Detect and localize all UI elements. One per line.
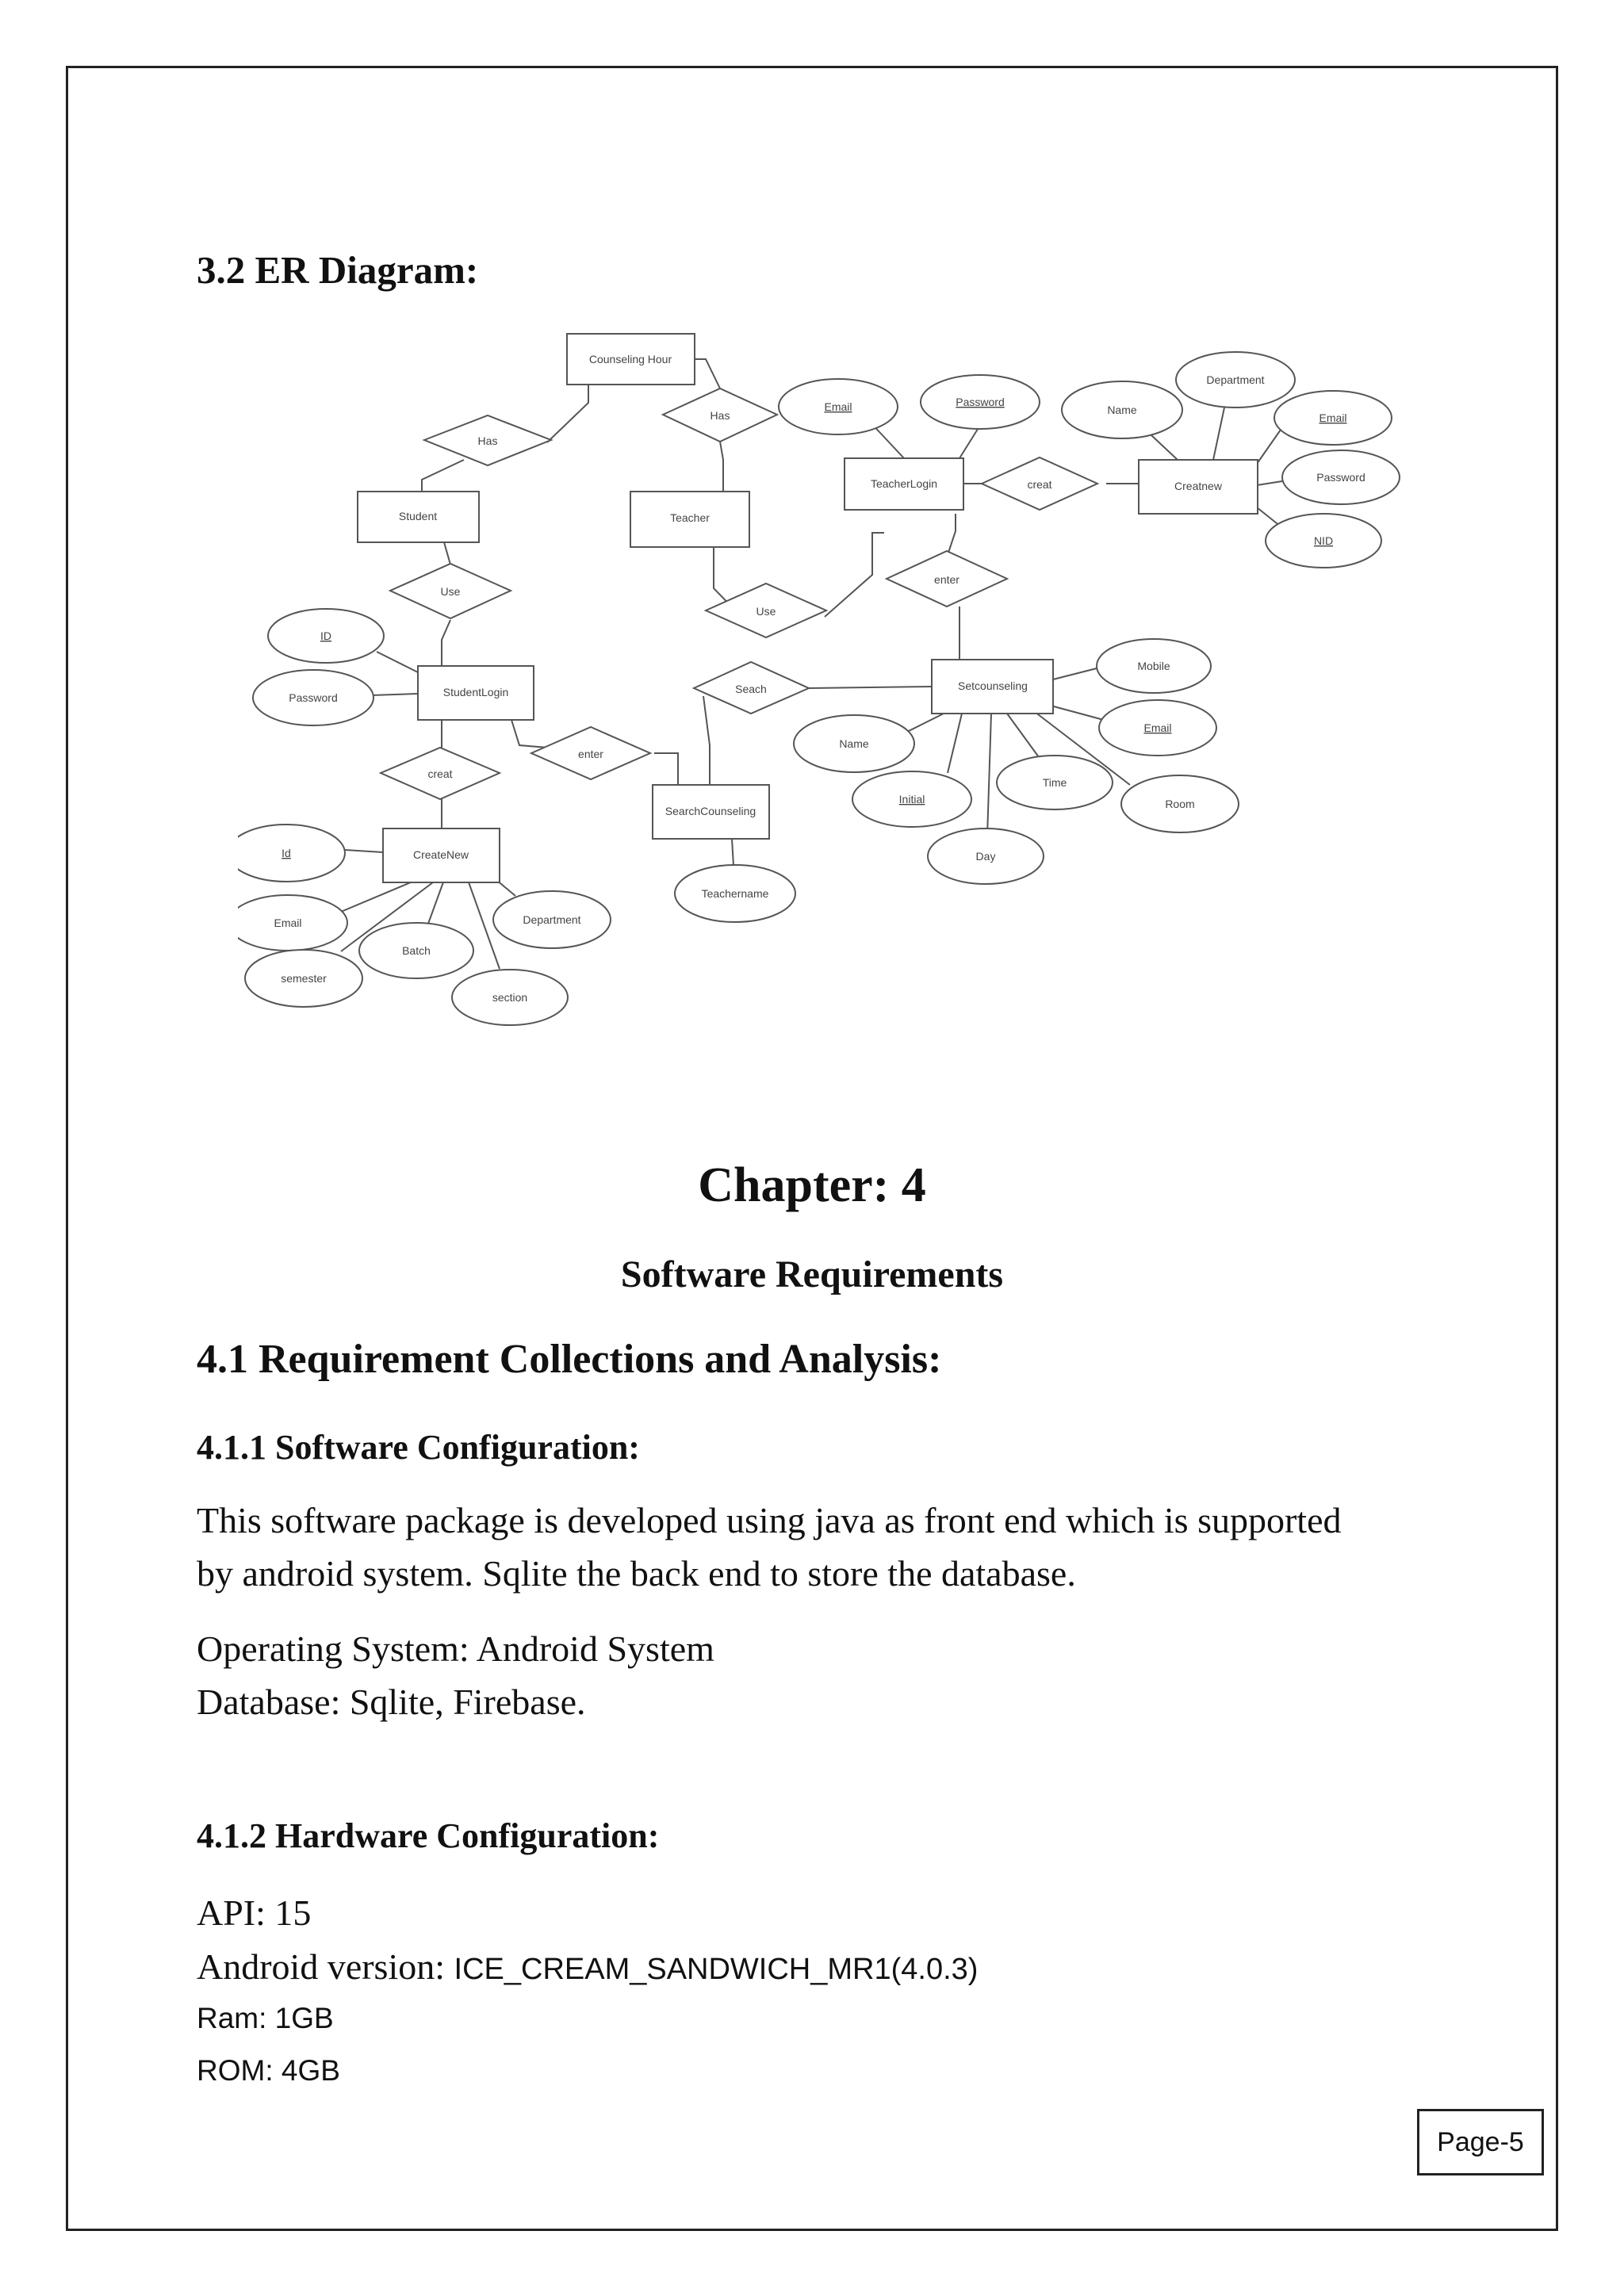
attribute-setcounseling-time xyxy=(997,756,1113,809)
software-config-list xyxy=(197,1622,714,1728)
svg-text:Mobile: Mobile xyxy=(1137,660,1170,672)
attribute-setcounseling-initial xyxy=(852,771,971,827)
attribute-creatnew-password xyxy=(1282,450,1400,504)
attribute-studentlogin-password xyxy=(253,670,373,725)
relationship-creat-student xyxy=(381,748,500,799)
svg-text:Name: Name xyxy=(1107,404,1137,416)
svg-text:Day: Day xyxy=(975,850,996,863)
svg-text:Room: Room xyxy=(1165,798,1195,810)
svg-text:Password: Password xyxy=(289,691,338,704)
svg-text:Teachername: Teachername xyxy=(701,887,769,900)
entity-createnew xyxy=(383,828,500,882)
attribute-createnew-section xyxy=(452,970,568,1025)
svg-text:Email: Email xyxy=(274,916,302,929)
attribute-createnew-id xyxy=(238,825,345,882)
svg-text:Password: Password xyxy=(956,396,1005,408)
relationship-seach xyxy=(694,662,809,714)
relationship-has-teacher xyxy=(663,388,777,442)
er-diagram xyxy=(238,317,1411,1031)
attribute-creatnew-name xyxy=(1062,381,1182,438)
relationship-use-student xyxy=(390,564,511,618)
android-version-line xyxy=(197,1946,978,1988)
attribute-teacherlogin-password xyxy=(921,375,1040,429)
svg-text:Has: Has xyxy=(710,409,730,422)
svg-text:Batch: Batch xyxy=(402,944,431,957)
entity-setcounseling xyxy=(932,660,1053,714)
attribute-setcounseling-name xyxy=(794,715,914,772)
attribute-createnew-semester xyxy=(245,950,362,1007)
attribute-setcounseling-mobile xyxy=(1097,639,1211,693)
svg-text:enter: enter xyxy=(934,573,959,586)
section-411-heading: 4.1.1 Software Configuration: xyxy=(197,1428,640,1467)
android-version-value: ICE_CREAM_SANDWICH_MR1(4.0.3) xyxy=(454,1953,979,1986)
entity-teacherlogin xyxy=(845,458,963,510)
svg-text:Initial: Initial xyxy=(898,793,925,806)
android-version-label: Android version: xyxy=(197,1946,454,1987)
svg-text:Department: Department xyxy=(1206,373,1265,386)
section-41-heading: 4.1 Requirement Collections and Analysis: xyxy=(197,1337,942,1382)
entity-studentlogin xyxy=(418,666,534,720)
entity-searchcounseling xyxy=(653,785,769,839)
database-line: Database: Sqlite, Firebase. xyxy=(197,1682,586,1722)
svg-text:Student: Student xyxy=(398,510,438,522)
page-number: Page-5 xyxy=(1437,2126,1524,2157)
entity-counseling-hour xyxy=(567,334,695,385)
svg-text:Name: Name xyxy=(839,737,869,750)
svg-text:section: section xyxy=(492,991,528,1004)
paragraph-line-2: by android system. Sqlite the back end to store the database. xyxy=(197,1553,1076,1594)
chapter-title: Chapter: 4 xyxy=(698,1158,926,1212)
api-line: API: 15 xyxy=(197,1892,312,1933)
svg-text:SearchCounseling: SearchCounseling xyxy=(665,805,756,817)
svg-text:TeacherLogin: TeacherLogin xyxy=(870,477,938,490)
relationship-enter-teacher xyxy=(887,551,1007,607)
relationship-has-student xyxy=(424,415,551,465)
svg-text:creat: creat xyxy=(427,767,453,780)
attribute-searchcounseling-teachername xyxy=(675,865,795,922)
rom-line: ROM: 4GB xyxy=(197,2054,340,2087)
svg-text:Email: Email xyxy=(824,400,852,413)
attribute-creatnew-nid xyxy=(1266,514,1381,568)
paragraph-line-1: This software package is developed using java as front end which is supported xyxy=(197,1500,1342,1540)
attribute-studentlogin-id xyxy=(268,609,384,663)
svg-text:Id: Id xyxy=(282,847,291,859)
operating-system-line: Operating System: Android System xyxy=(197,1628,714,1669)
er-diagram-heading: 3.2 ER Diagram: xyxy=(197,248,479,292)
attribute-setcounseling-day xyxy=(928,828,1044,884)
attribute-setcounseling-room xyxy=(1121,775,1239,832)
svg-text:Email: Email xyxy=(1143,721,1172,734)
chapter-subtitle: Software Requirements xyxy=(620,1253,1004,1295)
svg-text:Department: Department xyxy=(523,913,581,926)
svg-text:CreateNew: CreateNew xyxy=(412,848,469,861)
attribute-creatnew-email xyxy=(1274,391,1392,445)
svg-text:Setcounseling: Setcounseling xyxy=(958,679,1028,692)
svg-text:semester: semester xyxy=(281,972,327,985)
svg-text:Use: Use xyxy=(440,585,461,598)
svg-text:Teacher: Teacher xyxy=(670,511,710,524)
entity-creatnew xyxy=(1139,460,1258,514)
ram-line: Ram: 1GB xyxy=(197,2002,334,2034)
attribute-setcounseling-email xyxy=(1099,700,1216,756)
relationship-enter-student xyxy=(531,727,650,779)
svg-text:enter: enter xyxy=(578,748,603,760)
svg-text:Seach: Seach xyxy=(735,683,767,695)
svg-text:Time: Time xyxy=(1042,776,1067,789)
svg-text:creat: creat xyxy=(1027,478,1052,491)
attribute-teacherlogin-email xyxy=(779,379,898,434)
svg-text:NID: NID xyxy=(1313,534,1334,547)
relationship-creat-teacher xyxy=(982,457,1097,510)
entity-teacher xyxy=(630,492,749,547)
entity-student xyxy=(358,492,479,542)
attribute-createnew-batch xyxy=(359,923,473,978)
svg-text:Password: Password xyxy=(1316,471,1365,484)
svg-text:Counseling Hour: Counseling Hour xyxy=(588,353,672,365)
attribute-createnew-email xyxy=(238,895,347,951)
software-paragraph xyxy=(197,1494,1342,1600)
svg-text:Has: Has xyxy=(477,434,498,447)
attribute-createnew-department xyxy=(493,891,611,948)
svg-text:Email: Email xyxy=(1319,411,1347,424)
section-412-heading: 4.1.2 Hardware Configuration: xyxy=(197,1816,660,1855)
relationship-use-teacher xyxy=(706,584,826,637)
svg-text:Use: Use xyxy=(756,605,776,618)
svg-text:ID: ID xyxy=(320,629,331,642)
page-number-box xyxy=(1417,2109,1544,2175)
attribute-creatnew-department xyxy=(1176,352,1295,408)
svg-text:StudentLogin: StudentLogin xyxy=(442,686,509,698)
svg-text:Creatnew: Creatnew xyxy=(1174,480,1222,492)
